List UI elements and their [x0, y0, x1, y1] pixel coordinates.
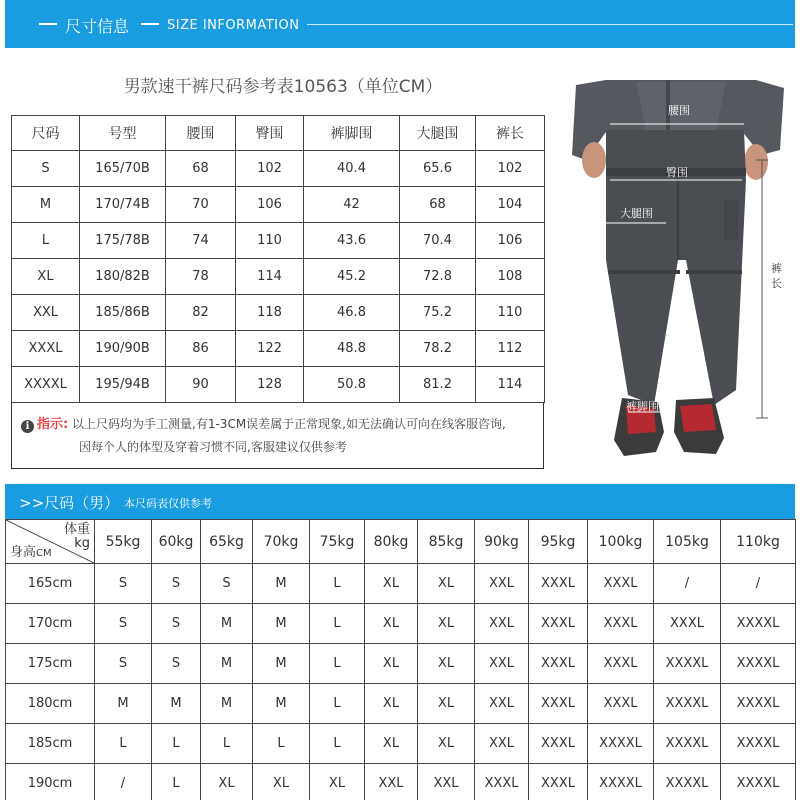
- size-cell: 104: [476, 187, 545, 223]
- height-cell: 190cm: [6, 764, 95, 800]
- size-cell: 170/74B: [80, 187, 166, 223]
- size-row: [12, 367, 545, 403]
- size-cell: 82: [166, 295, 236, 331]
- size-header-row: [12, 116, 545, 151]
- recommend-size-cell: XXXXL: [654, 764, 721, 800]
- weight-header-cell: 70kg: [253, 520, 310, 564]
- size-header-cell: 尺码: [12, 116, 80, 151]
- recommend-size-cell: XXXXL: [654, 684, 721, 724]
- hem-label: 裤脚围: [626, 400, 659, 413]
- size-cell: 46.8: [304, 295, 400, 331]
- recommend-row: [6, 644, 796, 684]
- recommend-size-cell: XXXL: [529, 724, 588, 764]
- height-cell: 165cm: [6, 564, 95, 604]
- recommend-header-row: [6, 520, 796, 564]
- size-cell: 185/86B: [80, 295, 166, 331]
- size-note: [11, 403, 544, 469]
- weight-header-cell: 60kg: [152, 520, 201, 564]
- note-label: 指示:: [37, 417, 69, 432]
- recommend-size-cell: XXXXL: [721, 724, 796, 764]
- size-cell: 118: [236, 295, 304, 331]
- weight-header-cell: 65kg: [201, 520, 253, 564]
- recommend-size-cell: XXXL: [475, 764, 529, 800]
- recommend-size-cell: XL: [253, 764, 310, 800]
- size-cell: 90: [166, 367, 236, 403]
- recommend-size-cell: S: [152, 644, 201, 684]
- recommend-size-cell: XXXXL: [588, 724, 654, 764]
- recommend-size-cell: XL: [365, 604, 418, 644]
- recommend-size-cell: /: [721, 564, 796, 604]
- size-cell: 50.8: [304, 367, 400, 403]
- size-cell: 65.6: [400, 151, 476, 187]
- recommend-size-cell: M: [201, 644, 253, 684]
- recommend-size-cell: XXXXL: [654, 644, 721, 684]
- banner-title-en: SIZE INFORMATION: [167, 18, 300, 33]
- size-cell: 45.2: [304, 259, 400, 295]
- size-cell: 190/90B: [80, 331, 166, 367]
- recommend-size-cell: XL: [310, 764, 365, 800]
- size-header-cell: 裤脚围: [304, 116, 400, 151]
- recommend-size-cell: XXXL: [529, 604, 588, 644]
- size-header-cell: 腰围: [166, 116, 236, 151]
- recommend-table: [5, 519, 796, 800]
- banner-rule: [307, 24, 793, 25]
- recommend-banner-subtitle: 本尺码表仅供参考: [124, 497, 212, 510]
- size-header-cell: 大腿围: [400, 116, 476, 151]
- recommend-size-cell: L: [310, 604, 365, 644]
- thigh-label: 大腿围: [620, 207, 653, 220]
- recommend-size-cell: L: [310, 684, 365, 724]
- size-cell: 75.2: [400, 295, 476, 331]
- height-cell: 185cm: [6, 724, 95, 764]
- recommend-size-cell: L: [253, 724, 310, 764]
- weight-header-cell: 75kg: [310, 520, 365, 564]
- recommend-size-cell: L: [310, 724, 365, 764]
- size-cell: 114: [236, 259, 304, 295]
- size-cell: 78: [166, 259, 236, 295]
- size-cell: 122: [236, 331, 304, 367]
- size-info-banner: [5, 0, 795, 48]
- recommend-size-cell: /: [95, 764, 152, 800]
- weight-header-cell: 90kg: [475, 520, 529, 564]
- height-cell: 180cm: [6, 684, 95, 724]
- banner-title-zh: 尺寸信息: [65, 17, 130, 36]
- recommend-size-cell: XXXL: [588, 644, 654, 684]
- recommend-size-cell: M: [201, 604, 253, 644]
- size-chart-table: [11, 115, 545, 403]
- size-row: [12, 187, 545, 223]
- size-cell: 68: [166, 151, 236, 187]
- size-cell: XXL: [12, 295, 80, 331]
- recommend-size-cell: XL: [365, 644, 418, 684]
- recommend-size-cell: /: [654, 564, 721, 604]
- recommend-size-cell: M: [253, 564, 310, 604]
- size-cell: XXXXL: [12, 367, 80, 403]
- recommend-size-cell: XXL: [475, 684, 529, 724]
- recommend-size-cell: XL: [418, 604, 475, 644]
- recommend-size-cell: S: [95, 564, 152, 604]
- recommend-size-cell: L: [152, 724, 201, 764]
- size-cell: 86: [166, 331, 236, 367]
- recommend-size-cell: XXXXL: [721, 644, 796, 684]
- size-cell: 106: [236, 187, 304, 223]
- recommend-size-cell: L: [201, 724, 253, 764]
- recommend-row: [6, 724, 796, 764]
- pants-model-illustration: [566, 60, 800, 480]
- size-cell: XXXL: [12, 331, 80, 367]
- corner-height-unit: CM: [36, 548, 52, 559]
- recommend-size-cell: XXXXL: [721, 684, 796, 724]
- size-chart-title: 男款速干裤尺码参考表10563（单位CM）: [123, 77, 443, 97]
- recommend-size-cell: L: [95, 724, 152, 764]
- recommend-size-cell: XXL: [475, 644, 529, 684]
- size-cell: 48.8: [304, 331, 400, 367]
- recommend-size-cell: XL: [201, 764, 253, 800]
- size-cell: 112: [476, 331, 545, 367]
- size-cell: 175/78B: [80, 223, 166, 259]
- recommend-size-cell: M: [152, 684, 201, 724]
- model-photo: [566, 60, 800, 480]
- size-cell: M: [12, 187, 80, 223]
- corner-weight-label: 体重: [63, 522, 90, 537]
- recommend-size-cell: S: [95, 644, 152, 684]
- size-cell: 108: [476, 259, 545, 295]
- size-row: [12, 223, 545, 259]
- recommend-size-cell: XXL: [475, 564, 529, 604]
- size-cell: 110: [236, 223, 304, 259]
- size-row: [12, 331, 545, 367]
- size-cell: XL: [12, 259, 80, 295]
- weight-header-cell: 95kg: [529, 520, 588, 564]
- recommend-banner-title: >>尺码（男）: [19, 494, 120, 512]
- size-cell: 102: [476, 151, 545, 187]
- size-cell: 40.4: [304, 151, 400, 187]
- size-cell: 70.4: [400, 223, 476, 259]
- size-cell: 81.2: [400, 367, 476, 403]
- recommend-size-cell: XXXL: [588, 684, 654, 724]
- recommend-size-cell: M: [253, 604, 310, 644]
- recommend-size-cell: S: [152, 604, 201, 644]
- recommend-size-cell: XXXL: [588, 564, 654, 604]
- recommend-row: [6, 764, 796, 800]
- size-cell: 43.6: [304, 223, 400, 259]
- size-cell: 128: [236, 367, 304, 403]
- waist-label: 腰围: [668, 104, 690, 117]
- size-header-cell: 裤长: [476, 116, 545, 151]
- info-icon: i: [21, 420, 34, 433]
- recommend-size-cell: XL: [365, 684, 418, 724]
- recommend-size-cell: M: [253, 644, 310, 684]
- size-cell: 195/94B: [80, 367, 166, 403]
- weight-header-cell: 110kg: [721, 520, 796, 564]
- size-cell: 74: [166, 223, 236, 259]
- recommend-size-cell: XXXL: [529, 764, 588, 800]
- recommend-size-cell: XL: [418, 564, 475, 604]
- recommend-size-cell: XXXL: [529, 564, 588, 604]
- size-row: [12, 259, 545, 295]
- recommend-size-cell: L: [152, 764, 201, 800]
- size-cell: L: [12, 223, 80, 259]
- recommend-size-cell: L: [310, 564, 365, 604]
- recommend-size-cell: XXXL: [529, 644, 588, 684]
- banner-dash-right: [141, 23, 159, 25]
- size-header-cell: 臀围: [236, 116, 304, 151]
- weight-header-cell: 100kg: [588, 520, 654, 564]
- recommend-size-cell: XXL: [365, 764, 418, 800]
- recommend-size-cell: M: [201, 684, 253, 724]
- size-cell: 106: [476, 223, 545, 259]
- recommend-size-cell: S: [152, 564, 201, 604]
- height-cell: 170cm: [6, 604, 95, 644]
- recommend-size-cell: XXXXL: [721, 764, 796, 800]
- banner-dash-left: [39, 23, 57, 25]
- size-cell: S: [12, 151, 80, 187]
- size-header-cell: 号型: [80, 116, 166, 151]
- recommend-size-cell: XXXL: [588, 604, 654, 644]
- corner-cell: [6, 520, 95, 564]
- recommend-size-cell: XL: [365, 724, 418, 764]
- recommend-size-cell: XL: [418, 684, 475, 724]
- corner-weight-unit: kg: [74, 536, 90, 551]
- recommend-size-cell: XXXL: [529, 684, 588, 724]
- recommend-size-cell: M: [253, 684, 310, 724]
- size-cell: 102: [236, 151, 304, 187]
- recommend-size-cell: S: [95, 604, 152, 644]
- size-cell: 110: [476, 295, 545, 331]
- size-cell: 72.8: [400, 259, 476, 295]
- corner-height-label: 身高: [10, 545, 37, 560]
- recommend-banner: [5, 484, 795, 519]
- length-label-1: 裤: [771, 262, 782, 275]
- recommend-size-cell: XL: [365, 564, 418, 604]
- size-cell: 114: [476, 367, 545, 403]
- recommend-size-cell: S: [201, 564, 253, 604]
- recommend-size-cell: XXL: [418, 764, 475, 800]
- size-cell: 180/82B: [80, 259, 166, 295]
- weight-header-cell: 55kg: [95, 520, 152, 564]
- hip-label: 臀围: [666, 166, 688, 179]
- recommend-row: [6, 684, 796, 724]
- size-cell: 68: [400, 187, 476, 223]
- size-row: [12, 295, 545, 331]
- size-cell: 42: [304, 187, 400, 223]
- recommend-size-cell: XXL: [475, 604, 529, 644]
- recommend-size-cell: M: [95, 684, 152, 724]
- note-line-1: 以上尺码均为手工测量,有1-3CM误差属于正常现象,如无法确认可向在线客服咨询,: [72, 417, 506, 431]
- recommend-row: [6, 604, 796, 644]
- recommend-size-cell: XXXXL: [588, 764, 654, 800]
- recommend-size-cell: XXXL: [654, 604, 721, 644]
- length-label-2: 长: [771, 277, 782, 290]
- recommend-size-cell: XXL: [475, 724, 529, 764]
- size-cell: 78.2: [400, 331, 476, 367]
- recommend-size-cell: XL: [418, 724, 475, 764]
- weight-header-cell: 80kg: [365, 520, 418, 564]
- size-cell: 165/70B: [80, 151, 166, 187]
- weight-header-cell: 85kg: [418, 520, 475, 564]
- size-row: [12, 151, 545, 187]
- height-cell: 175cm: [6, 644, 95, 684]
- recommend-size-cell: XL: [418, 644, 475, 684]
- recommend-size-cell: L: [310, 644, 365, 684]
- recommend-size-cell: XXXXL: [654, 724, 721, 764]
- weight-header-cell: 105kg: [654, 520, 721, 564]
- recommend-size-cell: XXXXL: [721, 604, 796, 644]
- note-line-2: 因每个人的体型及穿着习惯不同,客服建议仅供参考: [79, 440, 347, 454]
- recommend-row: [6, 564, 796, 604]
- size-cell: 70: [166, 187, 236, 223]
